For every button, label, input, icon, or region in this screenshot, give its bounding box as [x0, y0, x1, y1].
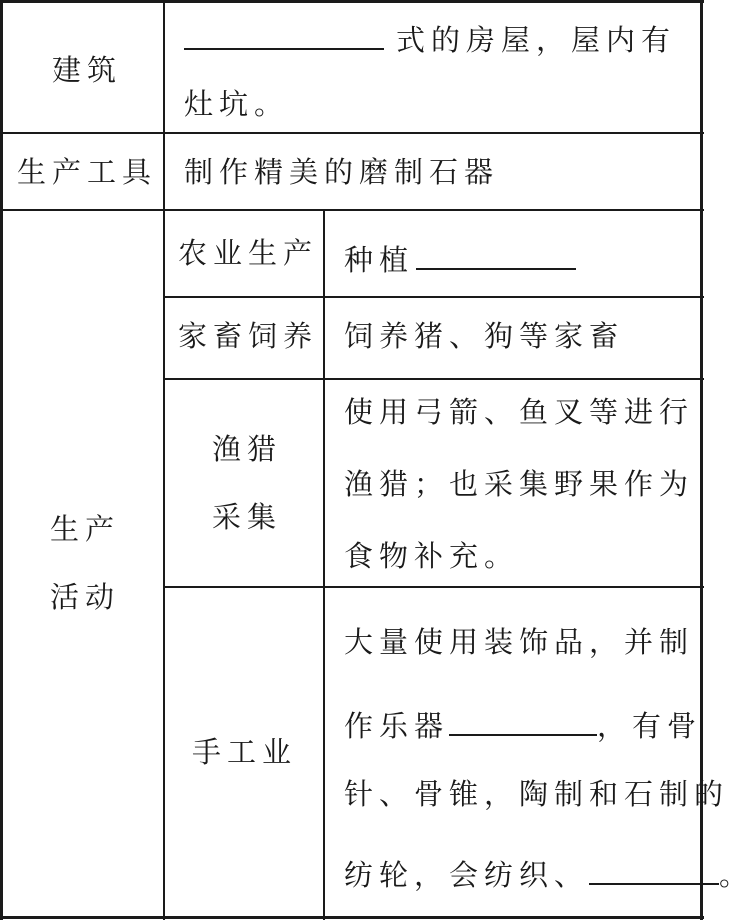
production-label-line1: 生产: [50, 512, 121, 546]
livestock-label: 家畜饲养: [178, 319, 319, 353]
production-label-line2: 活动: [50, 580, 121, 614]
architecture-line2: 灶坑。: [184, 87, 290, 121]
architecture-line1: [184, 22, 676, 55]
fishing-label-line1: 渔猎: [212, 432, 283, 466]
handicraft-line2-prefix: 作乐器: [344, 709, 450, 743]
handicraft-blank-instrument[interactable]: [449, 708, 597, 736]
fishing-line1: 使用弓箭、鱼叉等进行: [344, 395, 695, 429]
handicraft-line2: [344, 708, 702, 741]
agriculture-label: 农业生产: [178, 236, 319, 270]
grid-line-col2: [323, 210, 325, 920]
handicraft-line4-suffix: 。: [719, 858, 754, 892]
tools-label: 生产工具: [17, 155, 158, 189]
grid-line-row5: [163, 586, 704, 588]
architecture-label: 建筑: [52, 53, 123, 87]
fishing-line2: 渔猎；也采集野果作为: [344, 467, 695, 501]
agriculture-content: [344, 242, 576, 275]
grid-line-row2: [0, 209, 704, 211]
agriculture-blank[interactable]: [416, 242, 576, 270]
table-border-top: [0, 0, 704, 3]
handicraft-line1: 大量使用装饰品，并制: [344, 625, 695, 659]
handicraft-line3: 针、骨锥，陶制和石制的: [344, 777, 730, 811]
grid-line-row1: [0, 132, 704, 134]
table-border-left: [0, 0, 3, 920]
agriculture-content-prefix: 种植: [344, 243, 415, 277]
handicraft-line4-prefix: 纺轮，会纺织、: [344, 858, 590, 892]
handicraft-line2-suffix: ，有骨: [597, 709, 703, 743]
fishing-label-line2: 采集: [212, 500, 283, 534]
grid-line-col1: [163, 0, 165, 920]
table-border-bottom: [0, 916, 704, 919]
handicraft-label: 手工业: [192, 735, 298, 769]
handicraft-line4: [344, 857, 754, 890]
fishing-line3: 食物补充。: [344, 539, 520, 573]
tools-content: 制作精美的磨制石器: [184, 155, 500, 189]
grid-line-row3: [163, 296, 704, 298]
livestock-content: 饲养猪、狗等家畜: [344, 319, 625, 353]
handicraft-blank-weaving[interactable]: [589, 857, 719, 885]
grid-line-row4: [163, 378, 704, 380]
architecture-blank[interactable]: [184, 22, 384, 50]
architecture-line1-suffix: 式的房屋，屋内有: [396, 23, 677, 57]
